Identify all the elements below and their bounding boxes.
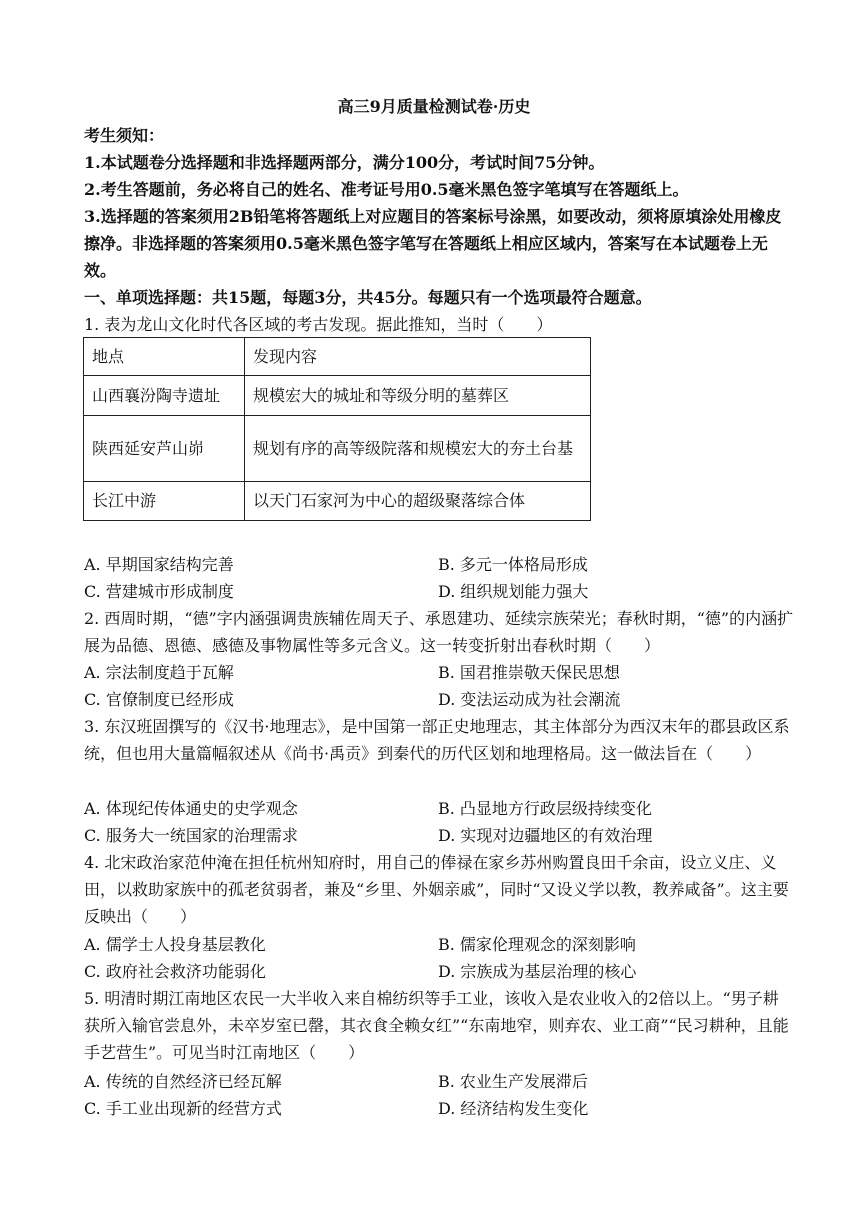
question-stem: 5. 明清时期江南地区农民一大半收入来自棉纺织等手工业，该收入是农业收入的2倍以上。“男子耕获所入输官尝息外，未卒岁室已罄，其衣食全赖女红”“东南地窄，则弃农、业工商”“民习耕种，且能手艺营生”。可见当时江南地区（ ） — [84, 989, 789, 1062]
table-cell: 长江中游 — [84, 482, 245, 521]
question-stem: 3. 东汉班固撰写的《汉书·地理志》，是中国第一部正史地理志，其主体部分为西汉末年的郡县政区系统，但也用大量篇幅叙述从《尚书·禹贡》到秦代的历代区划和地理格局。这一做法旨在（ ） — [84, 717, 790, 763]
table-cell: 规模宏大的城址和等级分明的墓葬区 — [245, 376, 591, 416]
notice-item: 2.考生答题前，务必将自己的姓名、准考证号用0.5毫米黑色签字笔填写在答题纸上。 — [84, 180, 689, 199]
option-a: A. 体现纪传体通史的史学观念 — [84, 799, 298, 818]
option-b: B. 农业生产发展滞后 — [438, 1072, 588, 1091]
question-stem: 4. 北宋政治家范仲淹在担任杭州知府时，用自己的俸禄在家乡苏州购置良田千余亩，设立义庄、义田，以救助家族中的孤老贫弱者，兼及“乡里、外姻亲戚”，同时“又设义学以教，教养咸备”。这主要反映出（ ） — [84, 853, 789, 926]
notice-heading: 考生须知： — [84, 126, 165, 145]
option-c: C. 营建城市形成制度 — [84, 582, 234, 601]
option-d: D. 宗族成为基层治理的核心 — [438, 962, 637, 981]
option-a: A. 儒学士人投身基层教化 — [84, 935, 266, 954]
option-c: C. 官僚制度已经形成 — [84, 690, 234, 709]
option-a: A. 早期国家结构完善 — [84, 555, 234, 574]
table-cell: 陕西延安芦山峁 — [84, 416, 245, 482]
option-b: B. 儒家伦理观念的深刻影响 — [438, 935, 636, 954]
option-a: A. 宗法制度趋于瓦解 — [84, 663, 234, 682]
table-cell: 规划有序的高等级院落和规模宏大的夯土台基 — [245, 416, 591, 482]
option-b: B. 国君推崇敬天保民思想 — [438, 663, 620, 682]
option-d: D. 组织规划能力强大 — [438, 582, 589, 601]
option-c: C. 手工业出现新的经营方式 — [84, 1099, 282, 1118]
notice-item: 1.本试题卷分选择题和非选择题两部分，满分100分，考试时间75分钟。 — [84, 153, 605, 172]
option-d: D. 变法运动成为社会潮流 — [438, 690, 621, 709]
question-stem: 2. 西周时期，“德”字内涵强调贵族辅佐周天子、承恩建功、延续宗族荣光；春秋时期，“德”的内涵扩展为品德、恩德、感德及事物属性等多元含义。这一转变折射出春秋时期（ ） — [84, 609, 794, 655]
table-cell: 以天门石家河为中心的超级聚落综合体 — [245, 482, 591, 521]
table-row — [84, 416, 591, 482]
question-stem: 1. 表为龙山文化时代各区域的考古发现。据此推知，当时（ ） — [84, 315, 553, 334]
page-title: 高三9月质量检测试卷·历史 — [337, 97, 531, 116]
option-c: C. 政府社会救济功能弱化 — [84, 962, 266, 981]
section-heading: 一、单项选择题：共15题，每题3分，共45分。每题只有一个选项最符合题意。 — [84, 288, 652, 307]
table-cell: 山西襄汾陶寺遗址 — [84, 376, 245, 416]
notice-item: 3.选择题的答案须用2B铅笔将答题纸上对应题目的答案标号涂黑，如要改动，须将原填涂处用橡皮擦净。非选择题的答案须用0.5毫米黑色签字笔写在答题纸上相应区域内，答案写在本试题卷上无效。 — [84, 207, 782, 280]
option-d: D. 实现对边疆地区的有效治理 — [438, 826, 653, 845]
table-row — [84, 482, 591, 521]
option-c: C. 服务大一统国家的治理需求 — [84, 826, 298, 845]
table-header-cell: 发现内容 — [245, 338, 591, 376]
archaeology-table — [83, 337, 591, 521]
option-a: A. 传统的自然经济已经瓦解 — [84, 1072, 282, 1091]
option-b: B. 多元一体格局形成 — [438, 555, 588, 574]
table-row — [84, 376, 591, 416]
option-d: D. 经济结构发生变化 — [438, 1099, 589, 1118]
option-b: B. 凸显地方行政层级持续变化 — [438, 799, 652, 818]
table-header-row — [84, 338, 591, 376]
table-header-cell: 地点 — [84, 338, 245, 376]
